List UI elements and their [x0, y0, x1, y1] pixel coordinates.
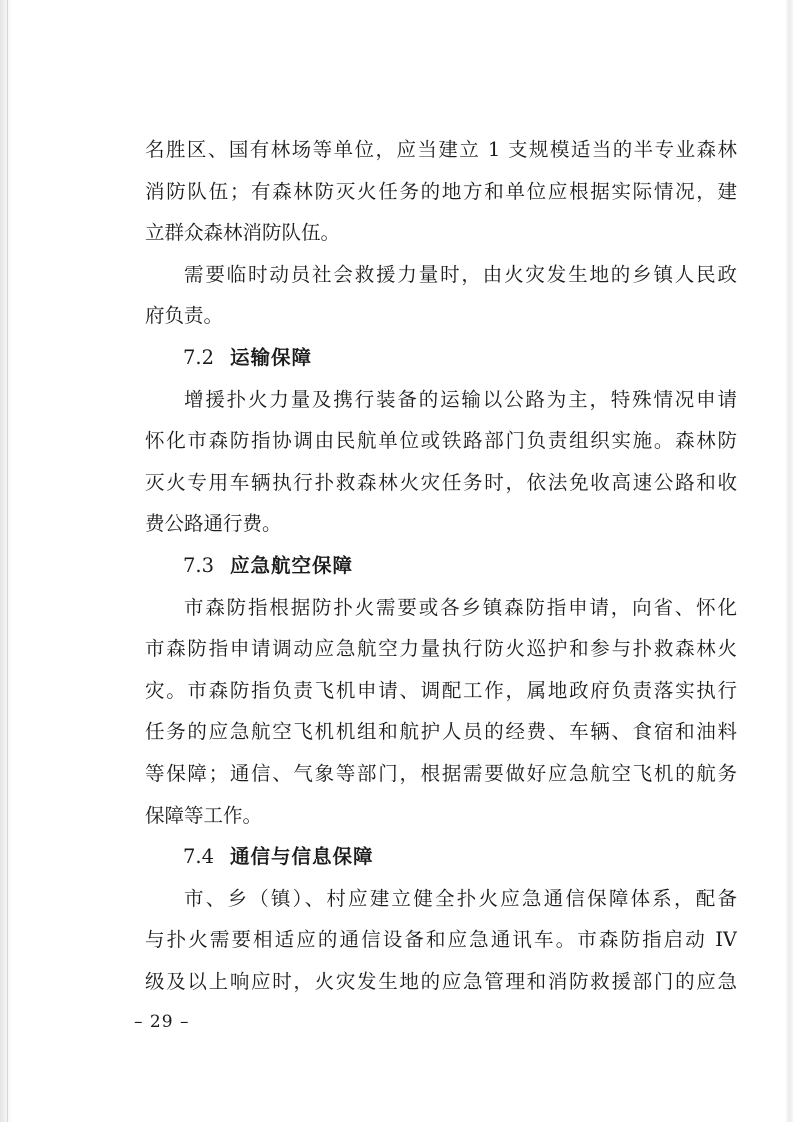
- text-line: 费公路通行费。: [145, 512, 282, 536]
- text-line: 怀化市森防指协调由民航单位或铁路部门负责组织实施。森林防: [145, 429, 737, 453]
- scan-edge-right: [785, 0, 793, 1122]
- scan-edge-left-line: [7, 0, 8, 1122]
- text-line: 市森防指根据防扑火需要或各乡镇森防指申请，向省、怀化: [184, 595, 737, 619]
- text-line: 名胜区、国有林场等单位，应当建立 1 支规模适当的半专业森林: [145, 138, 737, 161]
- text-line: 灭火专用车辆执行扑救森林火灾任务时，依法免收高速公路和收: [145, 470, 737, 494]
- section-heading: [145, 836, 737, 878]
- text-line: 与扑火需要相适应的通信设备和应急通讯车。市森防指启动 IV: [145, 928, 737, 952]
- text-line: 任务的应急航空飞机机组和航护人员的经费、车辆、食宿和油料: [145, 720, 737, 744]
- section-number: 7.3: [183, 553, 215, 577]
- text-line: 市森防指申请调动应急航空力量执行防火巡护和参与扑救森林火: [145, 637, 737, 661]
- section-heading: [145, 337, 737, 379]
- page-number: – 29 –: [134, 1012, 190, 1032]
- section-title: 通信与信息保障: [230, 845, 374, 869]
- text-line: 保障等工作。: [145, 803, 263, 827]
- text-line: 市、乡（镇）、村应建立健全扑火应急通信保障体系，配备: [184, 886, 737, 910]
- scan-edge-left: [0, 0, 12, 1122]
- text-line: 级及以上响应时，火灾发生地的应急管理和消防救援部门的应急: [145, 969, 737, 993]
- text-line: 府负责。: [145, 304, 224, 328]
- document-body: [145, 129, 737, 1002]
- section-heading: [145, 545, 737, 587]
- text-line: 消防队伍；有森林防灭火任务的地方和单位应根据实际情况，建: [145, 179, 737, 203]
- section-title: 应急航空保障: [230, 553, 354, 577]
- text-line: 增援扑火力量及携行装备的运输以公路为主，特殊情况申请: [184, 387, 737, 411]
- text-line: 灾。市森防指负责飞机申请、调配工作，属地政府负责落实执行: [145, 678, 737, 702]
- section-number: 7.4: [183, 845, 215, 869]
- section-title: 运输保障: [230, 345, 313, 369]
- text-line: 等保障；通信、气象等部门，根据需要做好应急航空飞机的航务: [145, 761, 737, 785]
- text-line: 需要临时动员社会救援力量时，由火灾发生地的乡镇人民政: [184, 262, 737, 286]
- text-line: 立群众森林消防队伍。: [145, 221, 341, 245]
- section-number: 7.2: [183, 345, 215, 369]
